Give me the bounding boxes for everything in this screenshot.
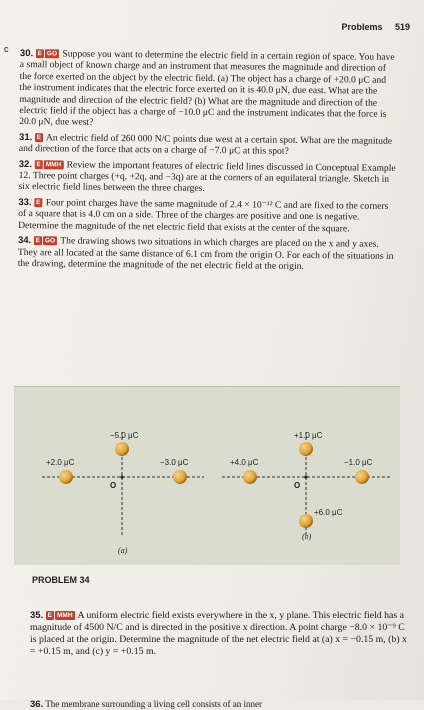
problem-text: Suppose you want to determine the electric field in a certain region of space. You have a small object of known charge and an instrument that measures the magnitude and direction of the force exerted on the object by the electric field. (a) The object has a charge of +20.0 μC and the instrument indicates that the electric force exerted on it is 40.0 μN, due east. What are the magnitude and direction of the electric field? (b) What are the magnitude and direction of the electric field if the object has a charge of −10.0 μC and the instrument indicates that the force is 20.0 μN, due west? <box>19 48 395 129</box>
problem-35 <box>30 610 410 658</box>
tag-e: E <box>34 198 42 207</box>
problem-number: 36. <box>30 699 44 710</box>
origin-label-a: O <box>110 481 117 490</box>
tag-go: GO <box>45 49 59 58</box>
problem-number: 31. <box>19 131 33 143</box>
charge-ball <box>299 442 313 456</box>
corner-mark: c <box>4 44 9 54</box>
tag-e: E <box>47 611 53 619</box>
tag-e: E <box>34 236 42 245</box>
problem-text: Review the important features of electric field lines discussed in Conceptual Example 12. Three point charges (+q, +2q, and −3q) are at the corners of an equilateral triangle. Sketch in six electric field lines between the three charges. <box>18 159 396 195</box>
header-title: Problems <box>341 22 383 32</box>
problem-text: A uniform electric field exists everywhere in the x, y plane. This electric field has a magnitude of 4500 N/C and is directed in the positive x direction. A point charge −8.0 × 10⁻⁹ C is placed at the origin. Determine the magnitude of the net electric field at (a) x = −0.15 m, (b) x = +0.15 m, and (c) y = +0.15 m. <box>30 609 407 657</box>
tag-go: GO <box>43 236 57 245</box>
charge-label: −1.0 μC <box>344 458 373 467</box>
panel-caption-a: (a) <box>118 546 128 555</box>
charge-diagram <box>14 387 400 565</box>
charge-ball <box>115 442 129 456</box>
figure-problem-34 <box>14 386 400 565</box>
problem-36-partial <box>30 699 410 710</box>
tag-mmh: MMH <box>57 611 73 619</box>
charge-label: −5.0 μC <box>110 431 139 440</box>
charge-ball <box>173 470 187 484</box>
charge-label: +4.0 μC <box>230 458 259 467</box>
origin-point-b <box>304 475 307 478</box>
problem-caption: PROBLEM 34 <box>32 575 90 585</box>
panel-caption-b: (b) <box>302 532 312 541</box>
page-number: 519 <box>394 22 410 32</box>
problem-number: 32. <box>18 158 33 170</box>
charge-ball <box>243 470 257 484</box>
charge-label: −3.0 μC <box>160 458 189 467</box>
problem-text: Four point charges have the same magnitude of 2.4 × 10⁻¹² C and are fixed to the corners of a square that is 4.0 cm on a side. Three of the charges are positive and one is negative. Determine the magnitude of the net electric field that exists at the center of the square. <box>18 197 389 235</box>
charge-label: +2.0 μC <box>46 458 75 467</box>
charge-label: +1.0 μC <box>294 431 323 440</box>
problem-31 <box>19 132 399 159</box>
problem-30 <box>19 48 400 132</box>
charge-ball <box>355 470 369 484</box>
problem-list <box>18 48 400 277</box>
problem-33 <box>18 197 398 235</box>
tag-mmh: MMH <box>44 160 64 169</box>
tag-e: E <box>36 49 44 58</box>
problem-text: The drawing shows two situations in which charges are placed on the x and y axes. They are all located at the same distance of 6.1 cm from the origin O. For each of the situations in the drawing, determine the magnitude of the net electric field at the origin. <box>17 235 394 272</box>
page-header <box>341 22 410 32</box>
origin-point-a <box>120 475 123 478</box>
problem-number: 34. <box>17 235 32 247</box>
problem-number: 35. <box>30 609 44 621</box>
tag-e: E <box>34 160 42 169</box>
problem-32 <box>18 159 398 197</box>
charge-ball <box>59 470 73 484</box>
problem-text: An electric field of 260 000 N/C points due west at a certain spot. What are the magnitude and direction of the force that acts on a charge of −7.0 μC at this spot? <box>18 132 393 158</box>
problem-number: 30. <box>19 48 34 60</box>
problem-text: The membrane surrounding a living cell consists of an inner <box>45 699 263 709</box>
charge-label: +6.0 μC <box>314 508 343 517</box>
tag-e: E <box>35 133 43 142</box>
problem-number: 33. <box>18 196 32 209</box>
charge-ball <box>299 514 313 528</box>
origin-label-b: O <box>294 481 301 490</box>
problem-34 <box>18 235 398 273</box>
